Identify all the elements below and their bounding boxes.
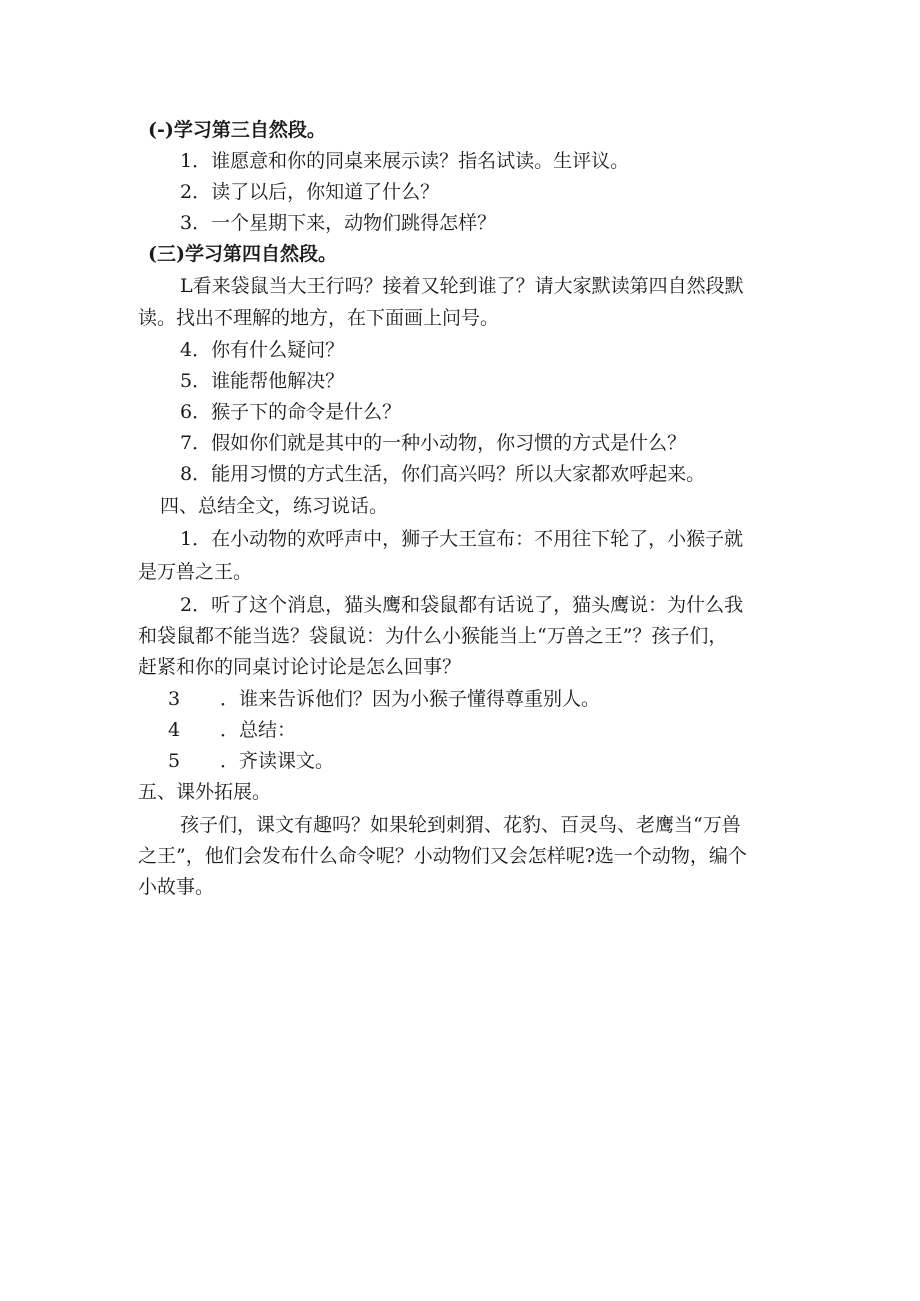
paragraph-line: 之王”，他们会发布什么命令呢？小动物们又会怎样呢?选一个动物，编个 xyxy=(138,845,747,867)
list-item-text: ．谁来告诉他们？因为小猴子懂得尊重别人。 xyxy=(220,688,601,710)
list-item-number: 4 xyxy=(168,719,181,741)
list-item: 3．一个星期下来，动物们跳得怎样？ xyxy=(180,212,497,234)
paragraph-line: 1．在小动物的欢呼声中，狮子大王宣布：不用往下轮了，小猴子就 xyxy=(180,528,744,550)
list-item xyxy=(168,715,296,745)
list-item: 1．谁愿意和你的同桌来展示读？指名试读。生评议。 xyxy=(180,150,630,172)
list-item: 2．读了以后，你知道了什么？ xyxy=(180,181,440,203)
list-item xyxy=(168,746,334,776)
list-item-text: ．总结： xyxy=(220,719,297,741)
list-item-text: ．齐读课文。 xyxy=(220,750,335,772)
list-item-number: 5 xyxy=(168,750,181,772)
list-item-number: 3 xyxy=(168,688,181,710)
section-heading-3rd-paragraph: (-)学习第三自然段。 xyxy=(148,119,326,141)
paragraph-line: 和袋鼠都不能当选？袋鼠说：为什么小猴能当上“万兽之王”？孩子们， xyxy=(138,625,728,647)
list-item xyxy=(168,684,600,714)
paragraph-line: 孩子们，课文有趣吗？如果轮到刺猬、花豹、百灵鸟、老鹰当“万兽 xyxy=(180,814,741,836)
list-item: 5．谁能帮他解决？ xyxy=(180,370,345,392)
paragraph-line: 小故事。 xyxy=(138,876,215,898)
section-heading-extension: 五、课外拓展。 xyxy=(138,781,272,803)
list-item: 8．能用习惯的方式生活，你们高兴吗？所以大家都欢呼起来。 xyxy=(180,463,706,485)
paragraph-line: L看来袋鼠当大王行吗？接着又轮到谁了？请大家默读第四自然段默 xyxy=(180,275,744,297)
list-item: 4．你有什么疑问？ xyxy=(180,339,345,361)
section-heading-summary: 四、总结全文，练习说话。 xyxy=(160,495,389,517)
paragraph-line: 读。找出不理解的地方，在下面画上问号。 xyxy=(138,307,500,329)
list-item: 6．猴子下的命令是什么？ xyxy=(180,401,402,423)
paragraph-line: 2．听了这个消息，猫头鹰和袋鼠都有话说了，猫头鹰说：为什么我 xyxy=(180,594,744,616)
section-heading-4th-paragraph: (三)学习第四自然段。 xyxy=(148,243,337,265)
list-item: 7．假如你们就是其中的一种小动物，你习惯的方式是什么？ xyxy=(180,432,687,454)
paragraph-line: 是万兽之王。 xyxy=(138,561,253,583)
paragraph-line: 赶紧和你的同桌讨论讨论是怎么回事？ xyxy=(138,656,462,678)
